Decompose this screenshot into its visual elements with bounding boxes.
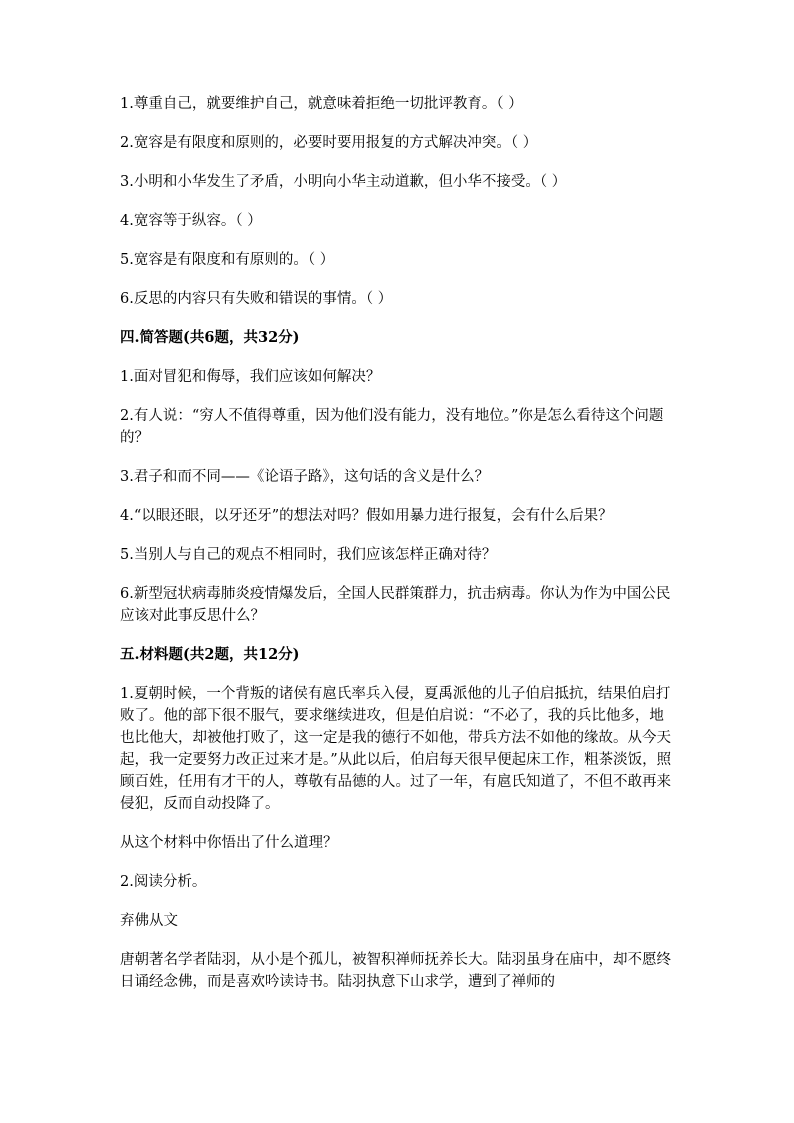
judgement-item-5: 5.宽容是有限度和有原则的。（ ）	[120, 252, 335, 268]
material-item-2-label: 2.阅读分析。	[120, 874, 207, 890]
judgement-item-6: 6.反思的内容只有失败和错误的事情。（ ）	[120, 291, 393, 307]
short-answer-item-2: 2.有人说：“穷人不值得尊重，因为他们没有能力，没有地位。”你是怎么看待这个问题的？	[120, 408, 664, 446]
material-item-2-title: 弃佛从文	[120, 913, 178, 929]
judgement-item-2: 2.宽容是有限度和原则的，必要时要用报复的方式解决冲突。（ ）	[120, 135, 538, 151]
material-item-1-question: 从这个材料中你悟出了什么道理？	[120, 835, 338, 851]
section-4-title: 四.简答题(共6题，共32分)	[120, 329, 300, 346]
judgement-item-1: 1.尊重自己，就要维护自己，就意味着拒绝一切批评教育。（ ）	[120, 96, 523, 112]
judgement-item-3: 3.小明和小华发生了矛盾，小明向小华主动道歉，但小华不接受。（ ）	[120, 174, 567, 190]
exam-page	[120, 93, 675, 1010]
section-5-title: 五.材料题(共2题，共12分)	[120, 646, 300, 663]
short-answer-item-5: 5.当别人与自己的观点不相同时，我们应该怎样正确对待？	[120, 547, 497, 563]
judgement-item-4: 4.宽容等于纵容。（ ）	[120, 213, 262, 229]
short-answer-item-3: 3.君子和而不同——《论语子路》，这句话的含义是什么？	[120, 469, 490, 485]
short-answer-item-6: 6.新型冠状病毒肺炎疫情爆发后，全国人民群策群力，抗击病毒。你认为作为中国公民应该对此事反思什么？	[120, 586, 671, 624]
short-answer-item-4: 4.“以眼还眼，以牙还牙”的想法对吗？假如用暴力进行报复，会有什么后果？	[120, 508, 613, 524]
material-item-2-text: 唐朝著名学者陆羽，从小是个孤儿，被智积禅师抚养长大。陆羽虽身在庙中，却不愿终日诵经念佛，而是喜欢吟读诗书。陆羽执意下山求学，遭到了禅师的	[120, 952, 671, 990]
short-answer-item-1: 1.面对冒犯和侮辱，我们应该如何解决？	[120, 369, 381, 385]
material-item-1-text: 1.夏朝时候，一个背叛的诸侯有扈氏率兵入侵，夏禹派他的儿子伯启抵抗，结果伯启打败了。他的部下很不服气，要求继续进攻，但是伯启说：“不必了，我的兵比他多，地也比他大，却被他打败了，这一定是我的德行不如他，带兵方法不如他的缘故。从今天起，我一定要努力改正过来才是。”从此以后，伯启每天很早便起床工作，粗茶淡饭，照顾百姓，任用有才干的人，尊敬有品德的人。过了一年，有扈氏知道了，不但不敢再来侵犯，反而自动投降了。	[120, 686, 672, 812]
